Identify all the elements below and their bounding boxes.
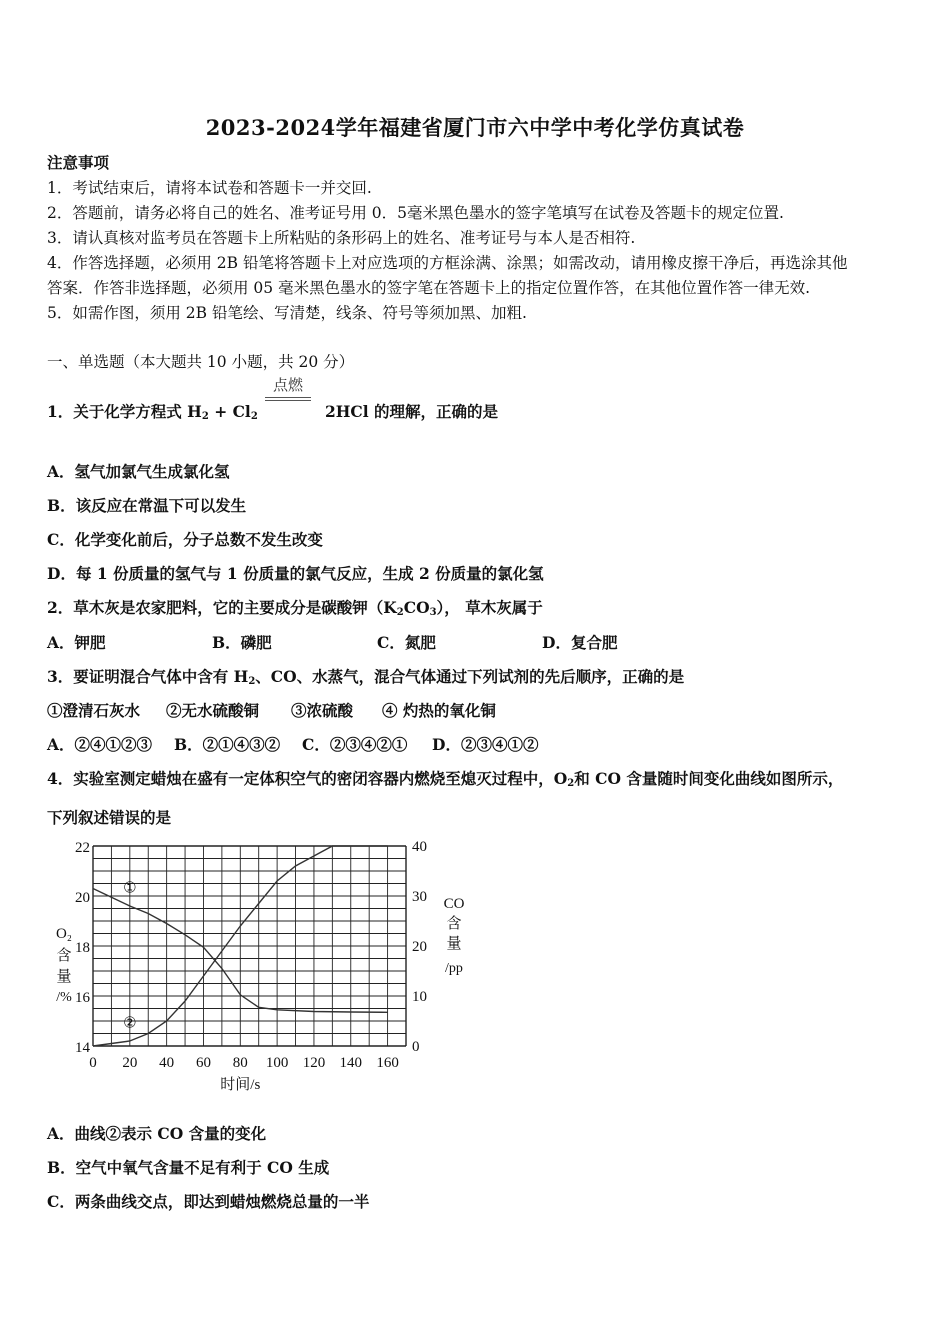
q2-option-c: C．氮肥: [377, 633, 436, 652]
notice-item-1: 1．考试结束后，请将本试卷和答题卡一并交回.: [47, 179, 372, 197]
q1-option-a: A．氢气加氯气生成氯化氢: [47, 462, 230, 481]
x-tick-label: 80: [232, 1055, 248, 1071]
q2-stem: 2．草木灰是农家肥料，它的主要成分是碳酸钾$(K_2CO_3)$， 草木灰属于: [47, 598, 543, 618]
y-right-tick-label: 0: [412, 1039, 420, 1055]
notice-heading: 注意事项: [47, 153, 110, 172]
q1-option-d: D．每 1 份质量的氢气与 1 份质量的氯气反应，生成 2 份质量的氯化氢: [47, 564, 544, 583]
x-tick-label: 160: [376, 1055, 399, 1071]
y-right-tick-label: 10: [412, 989, 427, 1005]
x-tick-label: 20: [122, 1055, 138, 1071]
page-title: 2023-2024学年福建省厦门市六中学中考化学仿真试卷: [205, 115, 745, 140]
q4-option-b: B．空气中氧气含量不足有利于 CO 生成: [47, 1158, 330, 1177]
q3-reagent-3: ③浓硫酸: [291, 701, 354, 720]
chart-labels: [56, 839, 465, 1093]
curve-2-label: ②: [123, 1015, 137, 1032]
q1-option-c: C．化学变化前后，分子总数不发生改变: [47, 530, 323, 549]
q3-reagent-4: ④ 灼热的氧化铜: [382, 701, 496, 720]
q4-option-a: A．曲线②表示 CO 含量的变化: [47, 1124, 267, 1143]
curve-1-label: ①: [123, 880, 137, 897]
y-left-tick-label: 20: [75, 890, 90, 906]
q3-reagent-1: ①澄清石灰水: [47, 701, 141, 720]
notice-item-5: 5．如需作图，须用 2B 铅笔绘、写清楚，线条、符号等须加黑、加粗.: [47, 304, 527, 322]
y-left-label-mid: 含: [56, 948, 72, 964]
y-right-label-top: CO: [443, 896, 465, 912]
y-right-label-mid2: 量: [446, 936, 462, 952]
q1-option-b: B．该反应在常温下可以发生: [47, 496, 247, 515]
y-right-label-bottom: /pp: [445, 961, 463, 976]
q4-option-c: C．两条曲线交点，即达到蜡烛燃烧总量的一半: [47, 1192, 370, 1211]
q2-option-d: D．复合肥: [542, 633, 618, 652]
x-tick-label: 120: [302, 1055, 326, 1071]
y-right-label-mid: 含: [446, 916, 462, 932]
y-left-tick-label: 14: [75, 1040, 90, 1056]
q4-stem-line2: 下列叙述错误的是: [47, 808, 172, 827]
q3-option-b: B．②①④③②: [174, 735, 281, 754]
y-left-tick-label: 18: [75, 940, 90, 956]
q3-stem: 3．要证明混合气体中含有 $H_2$、CO、水蒸气，混合气体通过下列试剂的先后顺序，正确的是: [47, 667, 685, 687]
x-tick-label: 100: [265, 1055, 289, 1071]
q3-option-c: C．②③④②①: [302, 735, 408, 754]
q4-stem: 4．实验室测定蜡烛在盛有一定体积空气的密闭容器内燃烧至熄灭过程中，$O_2$和 CO 含量随时间变化曲线如图所示，: [47, 769, 844, 789]
q1-reaction-arrow: [253, 374, 323, 401]
notice-item-4: 4．作答选择题，必须用 2B 铅笔将答题卡上对应选项的方框涂满、涂黑；如需改动，请用橡皮擦干净后，再选涂其他: [47, 254, 848, 272]
y-right-tick-label: 30: [412, 889, 427, 905]
q3-option-d: D．②③④①②: [432, 735, 539, 754]
y-left-tick-label: 22: [75, 840, 90, 856]
y-left-tick-label: 16: [75, 990, 90, 1006]
y-left-label-top: O₂: [55, 926, 73, 942]
q1-stem: 1．关于化学方程式 $H_2 + Cl_2$: [47, 402, 258, 422]
q3-reagent-2: ②无水硫酸铜: [166, 701, 260, 720]
q4-chart: [40, 838, 480, 1098]
q2-option-b: B．磷肥: [212, 633, 272, 652]
x-axis-label: 时间/s: [220, 1077, 261, 1093]
y-right-tick-label: 40: [412, 839, 427, 855]
chart-grid: [93, 846, 406, 1046]
x-tick-label: 60: [195, 1055, 211, 1071]
q1-stem-end: 2HCl 的理解，正确的是: [325, 402, 499, 421]
notice-item-2: 2．答题前，请务必将自己的姓名、准考证号用 0．5毫米黑色墨水的签字笔填写在试卷及答题卡的规定位置.: [47, 204, 784, 222]
y-left-label-mid2: 量: [56, 969, 72, 985]
y-right-tick-label: 20: [412, 939, 427, 955]
notice-item-4-cont: 答案．作答非选择题，必须用 05 毫米黑色墨水的签字笔在答题卡上的指定位置作答，在其他位置作答一律无效.: [47, 279, 811, 297]
section-heading: 一、单选题（本大题共 10 小题，共 20 分）: [47, 353, 355, 371]
y-left-label-bottom: /%: [56, 990, 72, 1005]
q3-option-a: A．②④①②③: [47, 735, 153, 754]
notice-item-3: 3．请认真核对监考员在答题卡上所粘贴的条形码上的姓名、准考证号与本人是否相符.: [47, 229, 636, 247]
x-tick-label: 140: [339, 1055, 363, 1071]
x-tick-label: 0: [89, 1055, 97, 1071]
x-tick-label: 40: [159, 1055, 175, 1071]
reaction-condition: 点燃: [272, 376, 303, 394]
q2-option-a: A．钾肥: [47, 633, 106, 652]
